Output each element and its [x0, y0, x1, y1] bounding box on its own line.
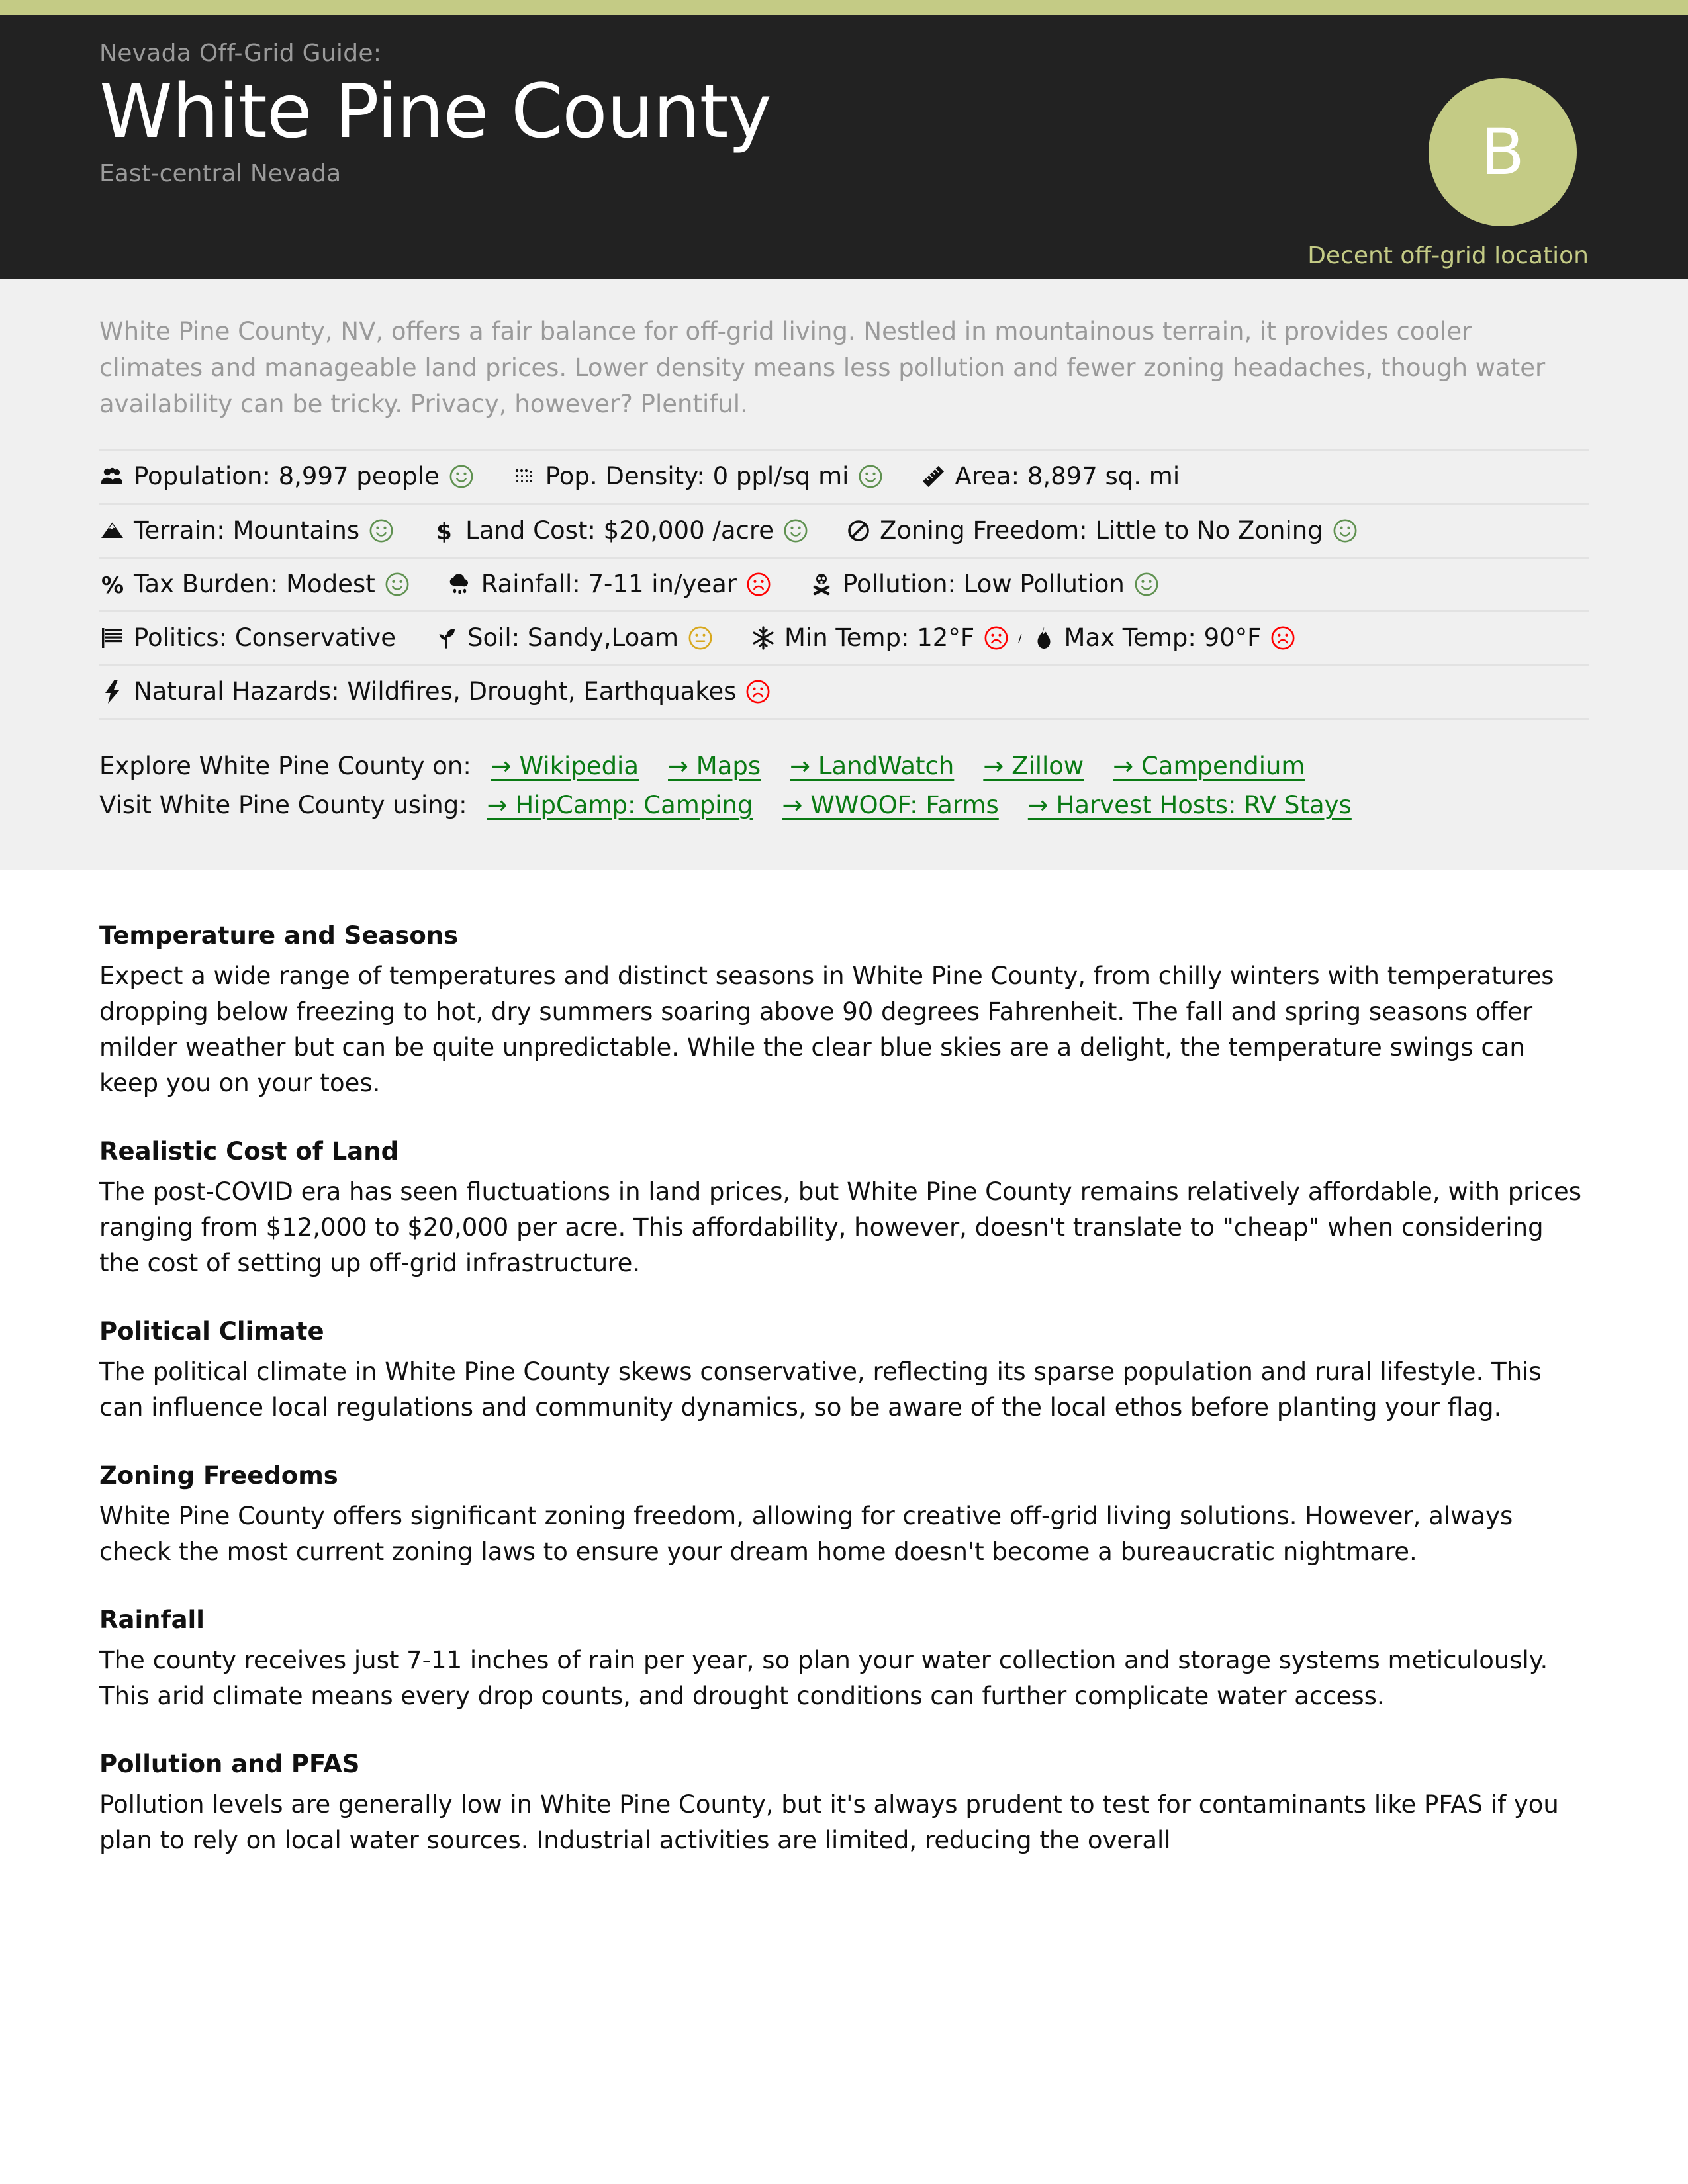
- stat-label: Politics: Conservative: [134, 623, 397, 652]
- section-body: The political climate in White Pine County skews conservative, reflecting its sparse population and rural lifestyle. This can influence local regulations and community dynamics, so be aware of the local ethos before planting your flag.: [99, 1357, 1542, 1422]
- top-accent-bar: [0, 0, 1688, 15]
- stat-label: Soil: Sandy,Loam: [467, 623, 679, 652]
- grade-badge: [1429, 78, 1577, 226]
- ban-icon: [845, 518, 872, 544]
- explore-link-2[interactable]: → LandWatch: [790, 751, 955, 780]
- explore-link-4[interactable]: → Campendium: [1113, 751, 1305, 780]
- section-title: Pollution and PFAS: [99, 1750, 360, 1779]
- mountain-icon: [99, 518, 126, 544]
- links-section: [99, 752, 1589, 819]
- stat-label: Max Temp: 90°F: [1064, 623, 1262, 652]
- explore-link-0[interactable]: → Wikipedia: [491, 751, 639, 780]
- stat-row: [99, 505, 1589, 559]
- stat-item: [99, 623, 396, 653]
- section-body: Expect a wide range of temperatures and distinct seasons in White Pine County, from chilly winters with temperatures dropping below freezing to hot, dry summers soaring above 90 degrees Fahrenheit. The fall and spring seasons offer milder weather but can be quite unpredictable. While the clear blue skies are a delight, the temperature swings can keep you on your toes.: [99, 961, 1554, 1097]
- visit-links-group: [487, 791, 1352, 819]
- happy-face-icon: [858, 464, 883, 489]
- stat-item: [99, 516, 394, 546]
- stat-item: [808, 569, 1159, 600]
- neutral-face-icon: [688, 625, 713, 651]
- stat-row: [99, 451, 1589, 504]
- visit-link-0[interactable]: → HipCamp: Camping: [487, 790, 753, 819]
- section-title: Rainfall: [99, 1606, 205, 1635]
- happy-face-icon: [1134, 572, 1159, 597]
- header-subtitle: East-central Nevada: [99, 160, 342, 188]
- percent-icon: [99, 571, 126, 598]
- visit-links-label: Visit White Pine County using:: [99, 790, 467, 819]
- sad-face-icon: [1270, 625, 1295, 651]
- stat-row: [99, 559, 1589, 612]
- stat-separator: /: [1018, 631, 1022, 645]
- stats-table: [99, 449, 1589, 719]
- intro-paragraph: White Pine County, NV, offers a fair balance for off-grid living. Nestled in mountainous terrain, it provides cooler climates and manageable land prices. Lower density means less pollution and fewer zoning headaches, though water availability can be tricky. Privacy, however? Plentiful.: [99, 317, 1546, 418]
- svg-text:$: $: [436, 518, 452, 544]
- grade-badge-group: [1307, 78, 1589, 269]
- stat-label: Population: 8,997 people: [134, 462, 440, 491]
- stat-item: [1030, 623, 1296, 653]
- stat-label: Terrain: Mountains: [134, 516, 360, 545]
- page-title: White Pine County: [99, 69, 771, 155]
- visit-link-2[interactable]: → Harvest Hosts: RV Stays: [1027, 790, 1352, 819]
- section-body: The post-COVID era has seen fluctuations in land prices, but White Pine County remains relatively affordable, with prices ranging from $12,000 to $20,000 per acre. This affordability, however, doesn't translate to "cheap" when considering the cost of setting up off-grid infrastructure.: [99, 1177, 1582, 1277]
- skull-icon: [808, 571, 835, 598]
- stat-row: [99, 612, 1589, 666]
- stat-label: Tax Burden: Modest: [134, 569, 375, 598]
- dollar-icon: [431, 518, 457, 544]
- article-body: [0, 870, 1688, 1886]
- visit-links-row: [99, 791, 1589, 819]
- section-title: Political Climate: [99, 1316, 324, 1345]
- grade-caption: Decent off-grid location: [1307, 242, 1589, 269]
- stat-label: Rainfall: 7-11 in/year: [481, 569, 737, 598]
- section-body: White Pine County offers significant zoning freedom, allowing for creative off-grid living solutions. However, always check the most current zoning laws to ensure your dream home doesn't become a bureaucratic nightmare.: [99, 1502, 1513, 1567]
- happy-face-icon: [385, 572, 410, 597]
- explore-link-3[interactable]: → Zillow: [983, 751, 1084, 780]
- stat-item: [99, 569, 410, 600]
- snowflake-icon: [750, 625, 776, 651]
- stat-row: [99, 666, 1589, 719]
- happy-face-icon: [783, 518, 808, 543]
- stat-item: [431, 516, 808, 546]
- stat-label: Land Cost: $20,000 /acre: [465, 516, 774, 545]
- stat-item: [433, 623, 713, 653]
- bolt-icon: [99, 678, 126, 705]
- page-header: [0, 15, 1688, 279]
- people-icon: [99, 463, 126, 490]
- stat-label: Pop. Density: 0 ppl/sq mi: [545, 462, 849, 491]
- density-dots-icon: [511, 463, 538, 490]
- summary-band: [0, 279, 1688, 870]
- explore-links-row: [99, 752, 1589, 780]
- stat-item: [511, 461, 884, 492]
- section-title: Realistic Cost of Land: [99, 1136, 399, 1165]
- explore-link-1[interactable]: → Maps: [668, 751, 761, 780]
- sad-face-icon: [746, 572, 771, 597]
- sad-face-icon: [984, 625, 1009, 651]
- ruler-icon: [920, 463, 947, 490]
- header-kicker: Nevada Off-Grid Guide:: [99, 40, 382, 67]
- flame-icon: [1030, 625, 1056, 651]
- grade-letter: B: [1481, 115, 1524, 189]
- stat-label: Zoning Freedom: Little to No Zoning: [880, 516, 1323, 545]
- stat-label: Min Temp: 12°F: [784, 623, 975, 652]
- stat-label: Area: 8,897 sq. mi: [955, 462, 1180, 491]
- section-body: Pollution levels are generally low in White Pine County, but it's always prudent to test for contaminants like PFAS if you plan to rely on local water sources. Industrial activities are limited, reducing the overall: [99, 1790, 1559, 1855]
- section-title: Zoning Freedoms: [99, 1461, 338, 1490]
- rain-cloud-icon: [447, 571, 473, 598]
- svg-text:%: %: [101, 572, 124, 598]
- stat-label: Natural Hazards: Wildfires, Drought, Earthquakes: [134, 677, 737, 706]
- stat-item: [920, 461, 1180, 492]
- explore-links-label: Explore White Pine County on:: [99, 751, 471, 780]
- stat-label: Pollution: Low Pollution: [843, 569, 1125, 598]
- section-body: The county receives just 7-11 inches of rain per year, so plan your water collection and storage systems meticulously. This arid climate means every drop counts, and drought conditions can further complicate water access.: [99, 1646, 1548, 1711]
- stat-item: [845, 516, 1358, 546]
- stat-item: [99, 676, 771, 707]
- flag-icon: [99, 625, 126, 651]
- sad-face-icon: [745, 679, 771, 704]
- happy-face-icon: [449, 464, 474, 489]
- stat-item: [447, 569, 771, 600]
- seedling-icon: [433, 625, 459, 651]
- visit-link-1[interactable]: → WWOOF: Farms: [782, 790, 999, 819]
- section-title: Temperature and Seasons: [99, 921, 459, 950]
- explore-links-group: [491, 752, 1305, 780]
- stat-item: [99, 461, 474, 492]
- happy-face-icon: [1333, 518, 1358, 543]
- happy-face-icon: [369, 518, 394, 543]
- stat-item: [750, 623, 1009, 653]
